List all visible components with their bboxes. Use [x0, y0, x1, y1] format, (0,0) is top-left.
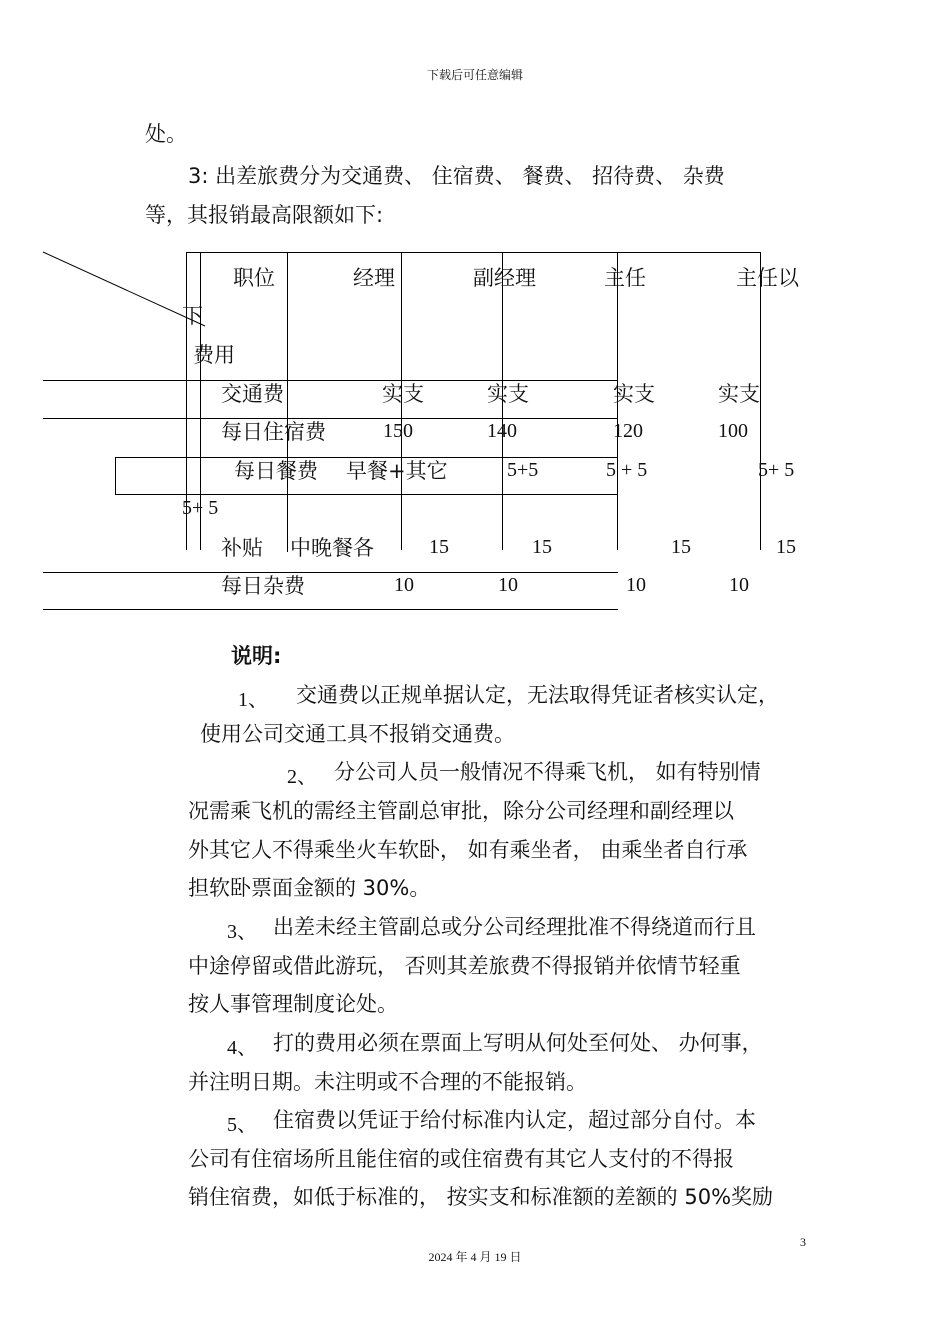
- page-header-note: 下载后可任意编辑: [426, 68, 523, 82]
- row-transport-label: 交通费: [221, 382, 284, 406]
- row-transport-v4: 实支: [718, 382, 760, 406]
- row-subsidy-sub: 中晚餐各: [290, 536, 374, 560]
- row-misc-v1: 10: [394, 574, 414, 596]
- header-position: 职位: [233, 266, 275, 290]
- note-2-line-c: 外其它人不得乘坐火车软卧， 如有乘坐者， 由乘坐者自行承: [188, 838, 748, 862]
- note-5-line-a: 住宿费以凭证于给付标准内认定，超过部分自付。本: [273, 1108, 756, 1132]
- row-misc-label: 每日杂费: [221, 574, 305, 598]
- note-3-line-a: 出差未经主管副总或分公司经理批准不得绕道而行且: [273, 915, 756, 939]
- note-4-line-a: 打的费用必须在票面上写明从何处至何处、 办何事，: [273, 1031, 763, 1055]
- header-deputy: 副经理: [473, 266, 536, 290]
- header-cost: 费用: [193, 343, 235, 367]
- note-2-line-d: 担软卧票面金额的 30%。: [188, 876, 431, 900]
- header-below-director-cont: 下: [182, 304, 203, 328]
- row-subsidy-v3: 15: [671, 536, 691, 558]
- note-3-number: 3、: [227, 921, 257, 943]
- row-meal-v4: 5+ 5: [182, 497, 219, 519]
- row-meal-sub: 早餐+其它: [346, 459, 448, 483]
- row-subsidy-label: 补贴: [221, 536, 263, 560]
- page-number: 3: [800, 1235, 806, 1249]
- row-misc-v2: 10: [498, 574, 518, 596]
- intro-line-2: 等，其报销最高限额如下:: [145, 203, 384, 227]
- row-subsidy-v1: 15: [429, 536, 449, 558]
- table-col-line-d: [287, 252, 288, 552]
- row-misc-v4: 10: [729, 574, 749, 596]
- note-1-number: 1、: [238, 689, 268, 711]
- note-2-number: 2、: [287, 766, 317, 788]
- note-5-line-b: 公司有住宿场所且能住宿的或住宿费有其它人支付的不得报: [188, 1147, 734, 1171]
- row-lodging-v1: 150: [383, 420, 413, 442]
- row-lodging-v4: 100: [718, 420, 748, 442]
- row-transport-v3: 实支: [613, 382, 655, 406]
- table-row-line-2: [43, 418, 618, 419]
- table-top-border: [186, 252, 761, 253]
- note-2-line-b: 况需乘飞机的需经主管副总审批，除分公司经理和副经理以: [188, 799, 734, 823]
- table-row-line-4: [115, 494, 618, 495]
- row-meal-v3: 5+ 5: [758, 459, 795, 481]
- table-col-line-c: [115, 457, 116, 495]
- row-lodging-v3: 120: [613, 420, 643, 442]
- row-meal-v1: 5+5: [507, 459, 539, 481]
- note-4-line-b: 并注明日期。未注明或不合理的不能报销。: [188, 1070, 587, 1094]
- note-2-line-a: 分公司人员一般情况不得乘飞机， 如有特别情: [334, 760, 761, 784]
- footer-date: 2024 年 4 月 19 日: [428, 1250, 522, 1264]
- intro-line-1: 3: 出差旅费分为交通费、 住宿费、 餐费、 招待费、 杂费: [188, 164, 725, 188]
- notes-title: 说明:: [231, 644, 282, 668]
- table-row-line-3: [115, 457, 618, 458]
- row-transport-v1: 实支: [382, 382, 424, 406]
- note-3-line-b: 中途停留或借此游玩， 否则其差旅费不得报销并依情节轻重: [188, 954, 741, 978]
- row-lodging-label: 每日住宿费: [221, 420, 326, 444]
- note-5-line-c: 销住宿费，如低于标准的， 按实支和标准额的差额的 50%奖励: [188, 1185, 774, 1209]
- header-below-director: 主任以: [736, 266, 799, 290]
- table-col-line-h: [760, 252, 761, 550]
- row-meal-label: 每日餐费: [234, 459, 318, 483]
- table-row-line-5: [43, 572, 618, 573]
- row-transport-v2: 实支: [487, 382, 529, 406]
- note-1-line-a: 交通费以正规单据认定，无法取得凭证者核实认定，: [296, 683, 779, 707]
- header-manager: 经理: [353, 266, 395, 290]
- table-bottom-border: [43, 609, 618, 610]
- row-subsidy-v4: 15: [776, 536, 796, 558]
- note-4-number: 4、: [227, 1037, 257, 1059]
- table-row-line-1: [43, 380, 618, 381]
- row-subsidy-v2: 15: [532, 536, 552, 558]
- note-1-line-b: 使用公司交通工具不报销交通费。: [200, 722, 515, 746]
- note-3-line-c: 按人事管理制度论处。: [188, 992, 398, 1016]
- row-meal-v2: 5 + 5: [606, 459, 648, 481]
- note-5-number: 5、: [227, 1114, 257, 1136]
- row-lodging-v2: 140: [487, 420, 517, 442]
- row-misc-v3: 10: [626, 574, 646, 596]
- header-director: 主任: [604, 266, 646, 290]
- intro-line-0: 处。: [145, 122, 187, 146]
